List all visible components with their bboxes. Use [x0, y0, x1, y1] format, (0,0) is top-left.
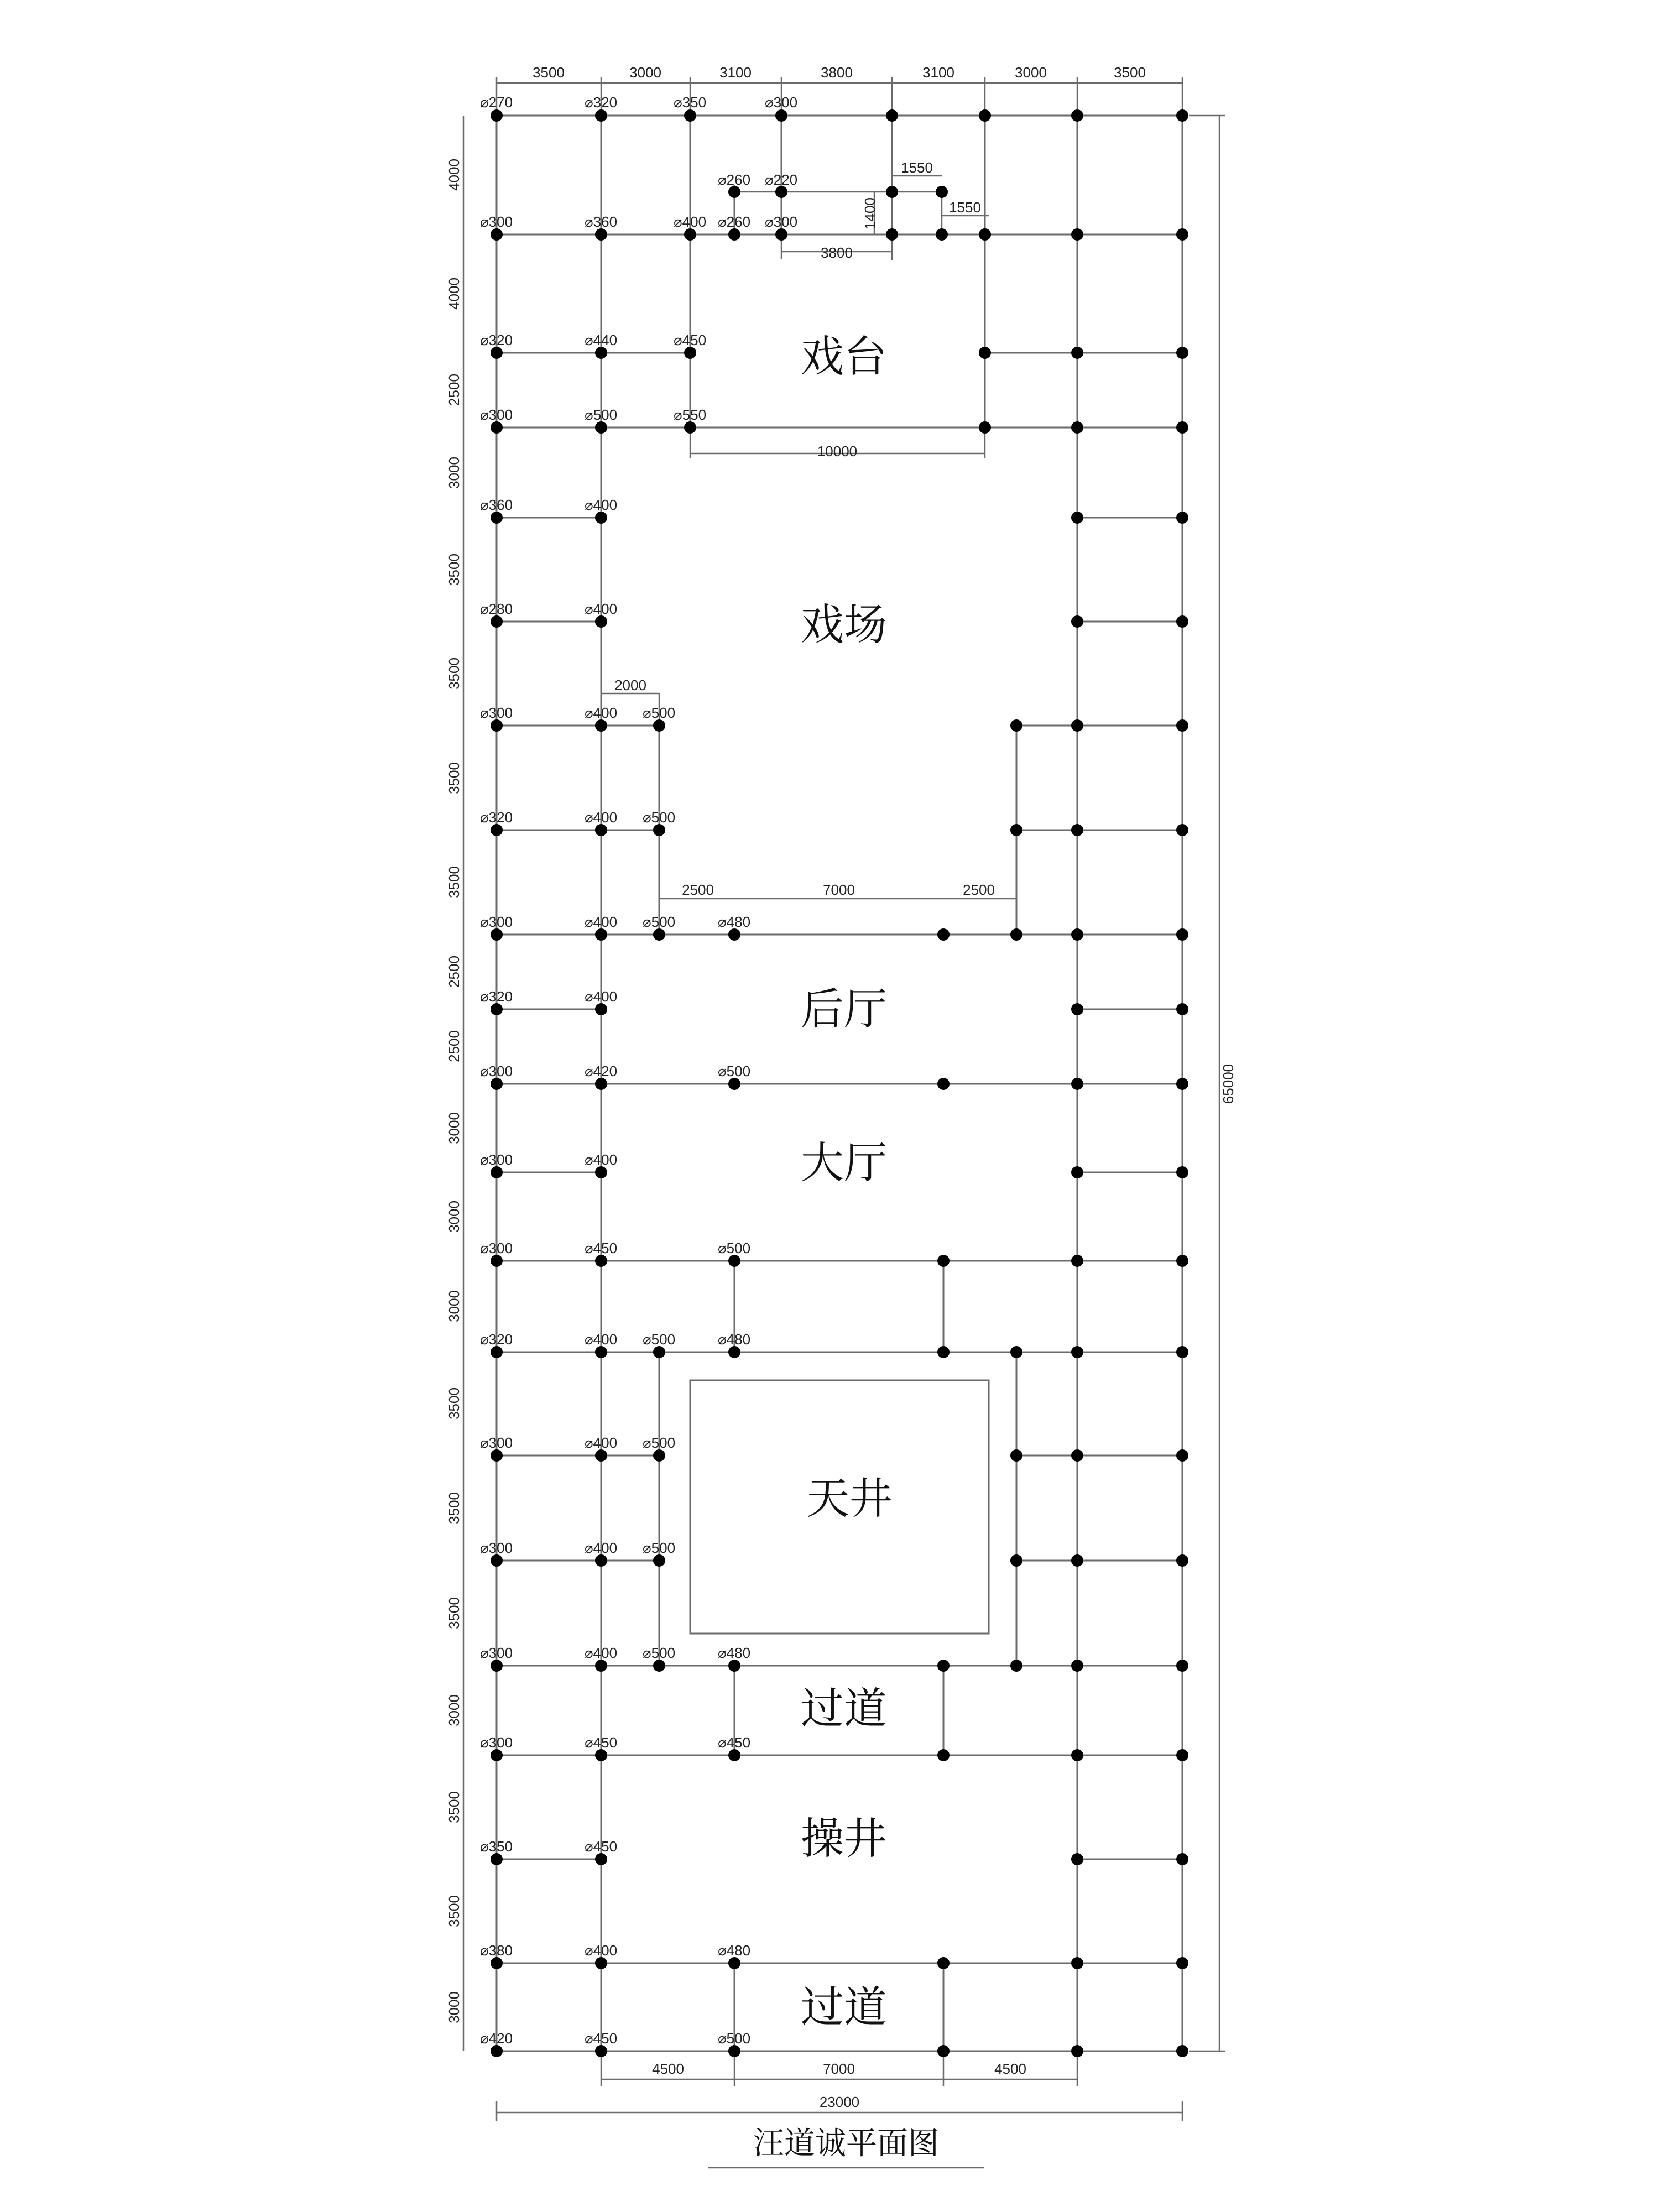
column-node [595, 1449, 607, 1462]
column-node [1176, 1003, 1188, 1015]
column-node [1010, 928, 1022, 941]
row-dim: 3000 [446, 1112, 462, 1144]
column-label: ⌀260 [718, 213, 751, 230]
column-node [1176, 1255, 1188, 1267]
top-dim: 3500 [1114, 64, 1146, 81]
column-node [491, 1078, 503, 1090]
column-node [595, 1166, 607, 1178]
column-node [728, 2045, 740, 2057]
room-label-work-well: 操井 [800, 1814, 888, 1864]
column-node [595, 1853, 607, 1865]
court-dim: 7000 [823, 881, 855, 898]
column-node [1071, 228, 1083, 241]
column-node [595, 1957, 607, 1969]
column-node [653, 1554, 665, 1567]
column-node [979, 228, 991, 241]
column-label: ⌀400 [585, 1645, 618, 1661]
column-label: ⌀400 [585, 705, 618, 721]
column-label: ⌀320 [480, 809, 513, 826]
stage-detail [601, 176, 1016, 899]
column-node [1071, 347, 1083, 359]
column-node [1071, 1255, 1083, 1267]
column-node [979, 421, 991, 434]
column-node [595, 512, 607, 524]
column-node [1176, 1346, 1188, 1358]
row-dim: 4000 [446, 278, 462, 310]
column-node [936, 228, 948, 241]
column-label: ⌀300 [480, 914, 513, 930]
column-label: ⌀300 [765, 213, 798, 230]
column-node [491, 719, 503, 732]
column-label: ⌀500 [643, 1540, 676, 1556]
column-label: ⌀380 [480, 1942, 513, 1959]
stage-dim: 1550 [949, 199, 981, 216]
row-dim: 3500 [446, 1791, 462, 1823]
column-label: ⌀400 [585, 914, 618, 930]
column-node [1176, 1853, 1188, 1865]
column-label: ⌀480 [718, 1942, 751, 1959]
column-label: ⌀320 [480, 1331, 513, 1348]
room-label-courtyard: 天井 [806, 1474, 893, 1524]
column-label: ⌀450 [674, 332, 707, 348]
column-label: ⌀350 [480, 1838, 513, 1855]
column-node [886, 228, 898, 241]
column-label: ⌀360 [585, 213, 618, 230]
column-node [1071, 1078, 1083, 1090]
column-node [728, 1078, 740, 1090]
row-dim: 3500 [446, 1387, 462, 1420]
column-label: ⌀400 [585, 1331, 618, 1348]
column-node [1176, 1166, 1188, 1178]
room-label-stage: 戏台 [800, 332, 888, 382]
column-node [595, 719, 607, 732]
column-node [653, 824, 665, 836]
column-node [937, 1660, 950, 1672]
column-node [491, 1554, 503, 1567]
column-node [653, 928, 665, 941]
column-label: ⌀400 [585, 809, 618, 826]
row-dim: 3500 [446, 1597, 462, 1629]
column-node [728, 1660, 740, 1672]
column-node [1176, 1554, 1188, 1567]
column-node [595, 421, 607, 434]
column-node [491, 512, 503, 524]
column-node [595, 2045, 607, 2057]
court-dim: 2500 [963, 881, 995, 898]
top-dim: 3000 [1015, 64, 1047, 81]
column-label: ⌀300 [480, 705, 513, 721]
column-node [1071, 1166, 1083, 1178]
column-node [1176, 512, 1188, 524]
column-node [595, 228, 607, 241]
column-node [684, 347, 696, 359]
column-node [886, 109, 898, 122]
column-label: ⌀320 [585, 94, 618, 111]
column-node [1176, 421, 1188, 434]
column-label: ⌀400 [674, 213, 707, 230]
bottom-dim: 7000 [823, 2060, 855, 2077]
column-node [491, 347, 503, 359]
column-node [595, 824, 607, 836]
column-label: ⌀450 [585, 1240, 618, 1256]
column-node [1010, 1346, 1022, 1358]
column-node [937, 1957, 950, 1969]
column-node [684, 228, 696, 241]
column-node [491, 1749, 503, 1761]
column-label: ⌀420 [480, 2030, 513, 2047]
column-node [1010, 719, 1022, 732]
column-node [1176, 928, 1188, 941]
column-label: ⌀320 [480, 988, 513, 1005]
column-label: ⌀500 [643, 1331, 676, 1348]
column-node [1176, 1957, 1188, 1969]
column-node [491, 1449, 503, 1462]
stage-dim: 1550 [901, 159, 933, 176]
column-label: ⌀500 [718, 2030, 751, 2047]
column-label: ⌀400 [585, 1434, 618, 1451]
column-node [1071, 824, 1083, 836]
column-label: ⌀300 [480, 213, 513, 230]
column-node [728, 928, 740, 941]
bottom-dim: 4500 [652, 2060, 684, 2077]
overall-length: 65000 [1220, 1063, 1237, 1104]
column-node [1071, 1003, 1083, 1015]
stage-dim: 3800 [821, 244, 853, 261]
row-dim: 2500 [446, 374, 462, 406]
column-node [1176, 109, 1188, 122]
column-node [1010, 824, 1022, 836]
column-node [1010, 1449, 1022, 1462]
column-label: ⌀300 [480, 1240, 513, 1256]
room-label-main-hall: 大厅 [800, 1138, 888, 1188]
room-label-passage: 过道 [800, 1983, 888, 2033]
column-label: ⌀300 [480, 406, 513, 423]
column-node [1071, 928, 1083, 941]
column-node [728, 228, 740, 241]
column-node [728, 1957, 740, 1969]
column-node [1071, 2045, 1083, 2057]
column-node [1176, 1749, 1188, 1761]
column-node [937, 2045, 950, 2057]
column-label: ⌀350 [674, 94, 707, 111]
column-node [595, 109, 607, 122]
column-node [979, 109, 991, 122]
court-dim: 2500 [682, 881, 714, 898]
column-node [1071, 1853, 1083, 1865]
row-dim: 3500 [446, 762, 462, 794]
column-label: ⌀300 [480, 1645, 513, 1661]
column-label: ⌀500 [643, 1645, 676, 1661]
column-label: ⌀400 [585, 1540, 618, 1556]
column-node [937, 1255, 950, 1267]
row-dim: 3000 [446, 1290, 462, 1322]
column-label: ⌀450 [585, 1838, 618, 1855]
stage-dim: 1400 [862, 197, 878, 229]
column-node [653, 1346, 665, 1358]
column-label: ⌀480 [718, 1645, 751, 1661]
column-label: ⌀400 [585, 601, 618, 617]
column-label: ⌀280 [480, 601, 513, 617]
top-dim: 3100 [719, 64, 752, 81]
column-node [1071, 1957, 1083, 1969]
column-node [1071, 1346, 1083, 1358]
column-node [1071, 1449, 1083, 1462]
column-node [1176, 347, 1188, 359]
room-label-theater-court: 戏场 [800, 600, 888, 650]
column-node [653, 1449, 665, 1462]
row-dim: 3500 [446, 658, 462, 690]
column-node [595, 1078, 607, 1090]
column-node [491, 1660, 503, 1672]
column-node [595, 615, 607, 628]
row-dim: 3000 [446, 1694, 462, 1726]
column-node [1071, 719, 1083, 732]
column-label: ⌀300 [480, 1063, 513, 1079]
row-dim: 3500 [446, 554, 462, 586]
column-label: ⌀500 [643, 705, 676, 721]
bottom-dimensions [652, 2060, 1026, 2110]
room-label-rear-hall: 后厅 [800, 984, 888, 1035]
column-node [1176, 228, 1188, 241]
row-dim: 3500 [446, 866, 462, 898]
row-dim: 3000 [446, 457, 462, 489]
row-dim: 4000 [446, 159, 462, 191]
column-label: ⌀220 [765, 171, 798, 188]
column-label: ⌀440 [585, 332, 618, 348]
column-node [1176, 1660, 1188, 1672]
column-label: ⌀400 [585, 497, 618, 513]
row-dim: 3000 [446, 1201, 462, 1233]
column-node [728, 1749, 740, 1761]
column-node [728, 1346, 740, 1358]
column-label: ⌀400 [585, 1942, 618, 1959]
column-node [684, 109, 696, 122]
column-node [491, 615, 503, 628]
stage-dimensions [817, 159, 981, 460]
column-label: ⌀300 [480, 1734, 513, 1751]
column-node [491, 1853, 503, 1865]
column-label: ⌀500 [718, 1063, 751, 1079]
column-node [728, 1255, 740, 1267]
column-node [595, 928, 607, 941]
column-node [1010, 1660, 1022, 1672]
column-node [491, 1957, 503, 1969]
column-node [1176, 824, 1188, 836]
column-node [595, 1003, 607, 1015]
column-node [491, 421, 503, 434]
column-label: ⌀420 [585, 1063, 618, 1079]
column-node [1010, 1554, 1022, 1567]
column-node [937, 1749, 950, 1761]
column-node [1176, 1078, 1188, 1090]
column-node [1176, 1449, 1188, 1462]
row-dim: 2500 [446, 1030, 462, 1062]
column-node [684, 421, 696, 434]
column-node [491, 228, 503, 241]
column-node [979, 347, 991, 359]
column-node [1176, 719, 1188, 732]
column-node [595, 1749, 607, 1761]
column-node [491, 928, 503, 941]
column-label: ⌀300 [480, 1151, 513, 1168]
column-node [491, 1255, 503, 1267]
column-label: ⌀300 [765, 94, 798, 111]
column-node [595, 1346, 607, 1358]
column-label: ⌀260 [718, 171, 751, 188]
row-dim: 3500 [446, 1492, 462, 1524]
column-label: ⌀480 [718, 914, 751, 930]
column-label: ⌀320 [480, 332, 513, 348]
column-node [491, 1166, 503, 1178]
column-node [1071, 512, 1083, 524]
column-node [775, 109, 787, 122]
overall-width: 23000 [819, 2094, 860, 2110]
court-dim: 2000 [614, 677, 646, 693]
column-node [886, 186, 898, 198]
column-node [936, 186, 948, 198]
column-node [1071, 421, 1083, 434]
plan-title: 汪道诚平面图 [753, 2126, 939, 2162]
row-dim: 2500 [446, 956, 462, 988]
column-node [653, 1660, 665, 1672]
column-label: ⌀500 [643, 1434, 676, 1451]
column-node [1071, 1660, 1083, 1672]
column-node [1176, 2045, 1188, 2057]
room-label-passage: 过道 [800, 1684, 888, 1734]
top-dim: 3000 [629, 64, 661, 81]
column-label: ⌀550 [674, 406, 707, 423]
column-node [595, 1660, 607, 1672]
column-node [491, 824, 503, 836]
column-node [1071, 615, 1083, 628]
column-node [937, 1346, 950, 1358]
column-node [491, 109, 503, 122]
column-label: ⌀300 [480, 1434, 513, 1451]
top-dimensions [533, 64, 1146, 81]
column-node [937, 1078, 950, 1090]
top-dim: 3500 [533, 64, 565, 81]
column-node [937, 928, 950, 941]
column-node [595, 1554, 607, 1567]
column-node [1071, 109, 1083, 122]
column-label: ⌀360 [480, 497, 513, 513]
column-label: ⌀450 [585, 2030, 618, 2047]
bottom-dim: 4500 [994, 2060, 1026, 2077]
column-label: ⌀300 [480, 1540, 513, 1556]
row-dim: 3500 [446, 1895, 462, 1927]
column-node [491, 1346, 503, 1358]
column-node [595, 1255, 607, 1267]
left-dimensions [446, 159, 462, 2023]
column-node [1071, 1554, 1083, 1567]
top-dim: 3800 [821, 64, 853, 81]
column-node [1176, 615, 1188, 628]
column-label: ⌀480 [718, 1331, 751, 1348]
column-node [653, 719, 665, 732]
column-label: ⌀500 [585, 406, 618, 423]
column-label: ⌀450 [718, 1734, 751, 1751]
column-label: ⌀450 [585, 1734, 618, 1751]
column-node [595, 347, 607, 359]
column-node [1071, 1749, 1083, 1761]
column-label: ⌀400 [585, 988, 618, 1005]
column-label: ⌀400 [585, 1151, 618, 1168]
column-labels [480, 94, 797, 2047]
top-dim: 3100 [922, 64, 954, 81]
column-node [491, 2045, 503, 2057]
column-label: ⌀500 [718, 1240, 751, 1256]
column-node [775, 228, 787, 241]
room-labels [801, 332, 893, 2032]
column-node [491, 1003, 503, 1015]
column-label: ⌀500 [643, 914, 676, 930]
stage-dim: 10000 [817, 443, 858, 460]
column-label: ⌀270 [480, 94, 513, 111]
row-dim: 3000 [446, 1991, 462, 2023]
column-label: ⌀500 [643, 809, 676, 826]
